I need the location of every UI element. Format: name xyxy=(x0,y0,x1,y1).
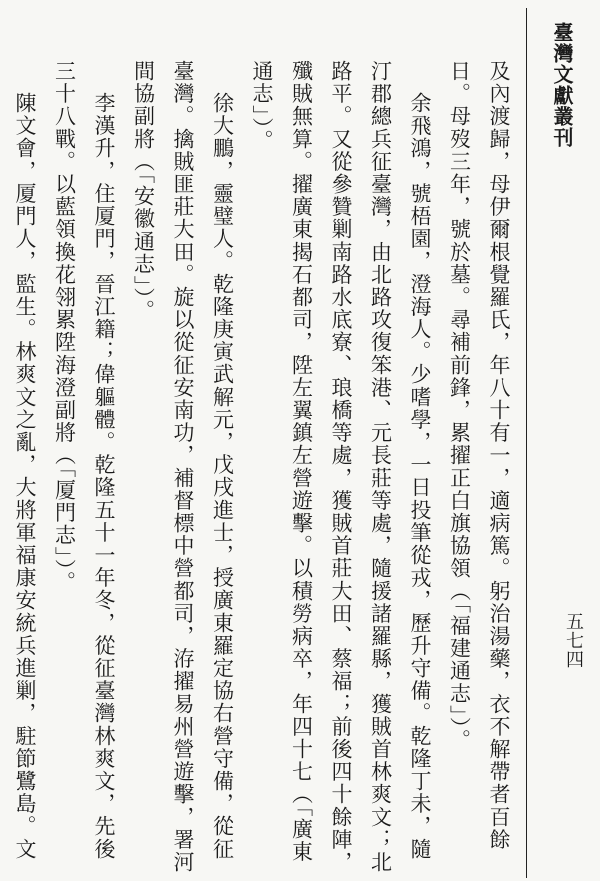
paragraph-xu-dapeng: 徐大鵬，靈璧人。乾隆庚寅武解元，戊戌進士，授廣東羅定協右營守備，從征臺灣。擒賊匪莊大田。旋以從征安南功，補督標中營都司，洊擢易州營遊擊，署河間協副將（「安徽通志」）。 xyxy=(131,60,235,874)
paragraph-chen-wenhui: 陳文會，厦門人，監生。林爽文之亂，大將軍福康安統兵進剿，駐節鷺島。文 xyxy=(13,91,37,860)
book-series-title: 臺灣文獻叢刊 xyxy=(550,22,574,148)
header-divider xyxy=(526,8,527,878)
paragraph-continuation: 及內渡歸，母伊爾根覺羅氏，年八十有一，適病篤。躬治湯藥，衣不解帶者百餘日。母歿三年，號於墓。尋補前鋒，累擢正白旗協領（「福建通志」）。 xyxy=(447,60,511,851)
paragraph-li-hansheng: 李漢升，住厦門，晉江籍；偉軀體。乾隆五十一年冬，從征臺灣林爽文，先後三十八戰。以藍領換花翎累陞海澄副將（「厦門志」）。 xyxy=(52,60,116,860)
page-number: 五七四 xyxy=(563,612,584,669)
paragraph-yu-feihong: 余飛鴻，號梧園，澄海人。少嗜學，一日投筆從戎，歷升守備。乾隆丁未，隨汀郡總兵征臺灣，由北路攻復笨港、元長莊等處，隨援諸羅縣，獲賊首林爽文；北路平。又從參贊剿南路水底寮、琅橋等處，獲賊首莊大田、蔡福；前後四十餘陣，殲賊無算。擢廣東揭石都司，陞左翼鎮左營遊擊。以積勞病卒，年四十七（「廣東通志」）。 xyxy=(250,60,432,874)
vertical-text-body xyxy=(12,60,518,876)
